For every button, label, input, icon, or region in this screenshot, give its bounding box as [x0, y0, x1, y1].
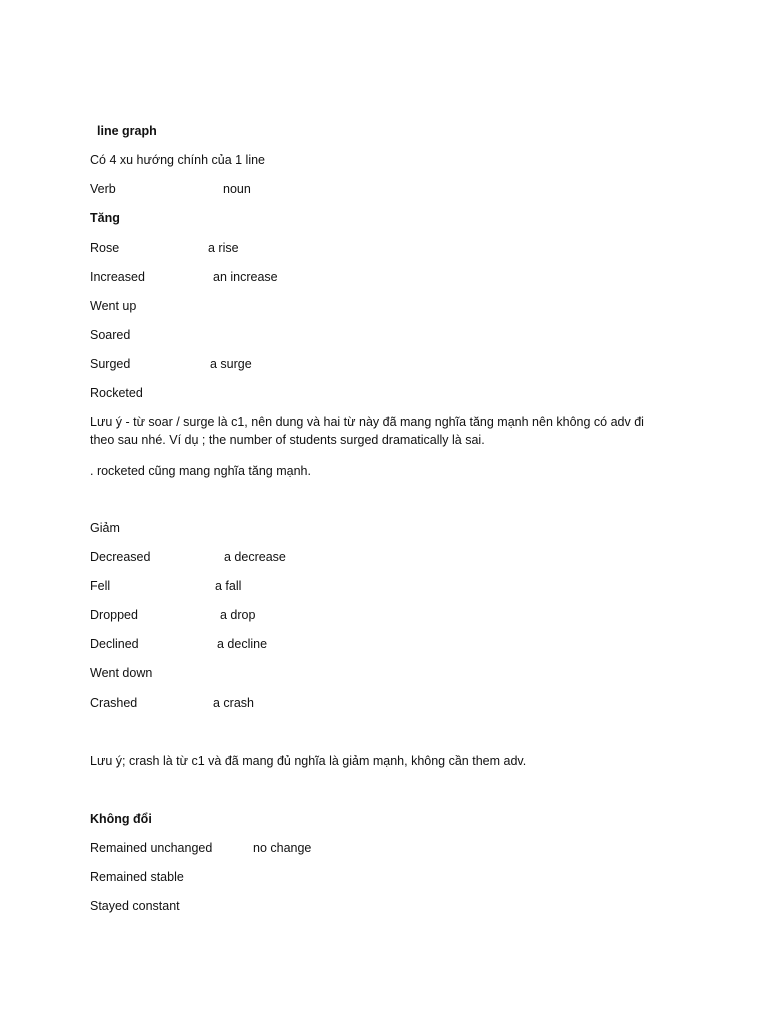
verb-went-up: Went up	[90, 299, 137, 313]
verb-decreased: Decreased	[90, 550, 151, 564]
verb-soared: Soared	[90, 328, 131, 342]
section-heading-increase: Tăng	[90, 211, 120, 225]
noun-decline: a decline	[217, 637, 268, 651]
note-soar-surge: Lưu ý - từ soar / surge là c1, nên dung và hai từ này đã mang nghĩa tăng mạnh nên không có adv đi theo sau nhé. Ví dụ ; the number of students surged dramatically là sai.	[90, 415, 644, 447]
intro-text: Có 4 xu hướng chính của 1 line	[90, 153, 266, 167]
section-heading-decrease: Giảm	[90, 521, 120, 535]
note-rocketed: . rocketed cũng mang nghĩa tăng mạnh.	[90, 464, 311, 478]
document-title: line graph	[97, 124, 157, 138]
header-noun: noun	[223, 182, 251, 196]
verb-remained-stable: Remained stable	[90, 870, 184, 884]
verb-declined: Declined	[90, 637, 139, 651]
verb-remained-unchanged: Remained unchanged	[90, 841, 213, 855]
verb-rose: Rose	[90, 241, 120, 255]
verb-fell: Fell	[90, 579, 111, 593]
noun-drop: a drop	[220, 608, 256, 622]
section-heading-unchanged: Không đổi	[90, 812, 152, 826]
note-crash: Lưu ý; crash là từ c1 và đã mang đủ nghĩa là giảm mạnh, không cần them adv.	[90, 754, 527, 768]
noun-rise: a rise	[208, 241, 239, 255]
verb-went-down: Went down	[90, 666, 153, 680]
verb-dropped: Dropped	[90, 608, 138, 622]
noun-fall: a fall	[215, 579, 242, 593]
noun-crash: a crash	[213, 696, 254, 710]
noun-increase: an increase	[213, 270, 278, 284]
verb-rocketed: Rocketed	[90, 386, 143, 400]
noun-no-change: no change	[253, 841, 312, 855]
noun-decrease: a decrease	[224, 550, 286, 564]
verb-stayed-constant: Stayed constant	[90, 899, 180, 913]
verb-increased: Increased	[90, 270, 145, 284]
verb-crashed: Crashed	[90, 696, 138, 710]
verb-surged: Surged	[90, 357, 131, 371]
header-verb: Verb	[90, 182, 116, 196]
noun-surge: a surge	[210, 357, 252, 371]
